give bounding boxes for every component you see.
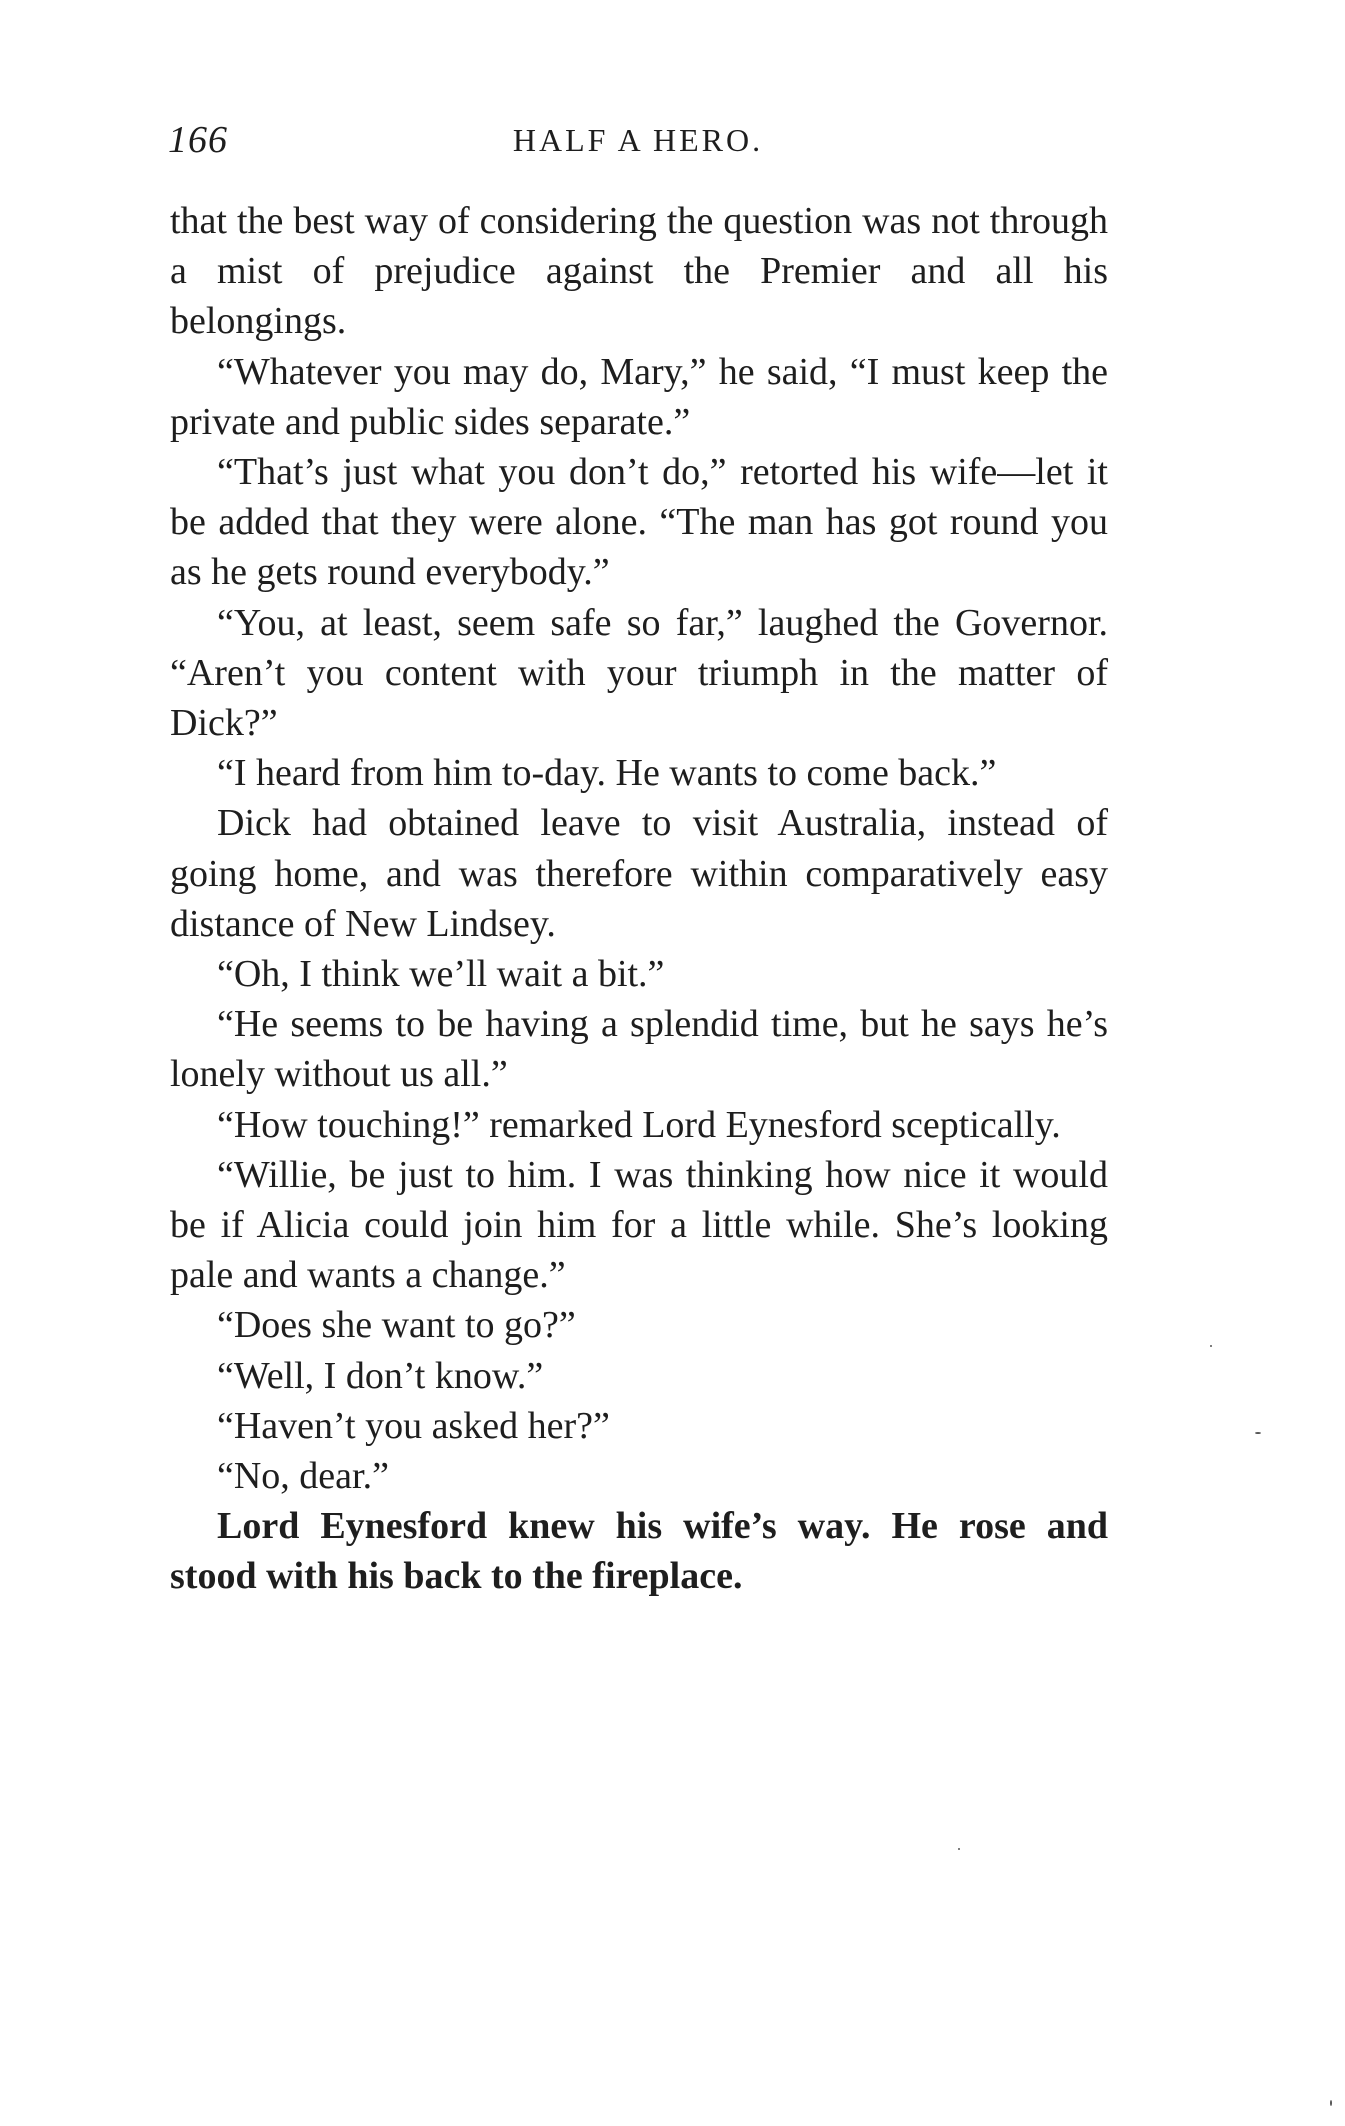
paragraph: “You, at least, seem safe so far,” laughed the Governor. “Aren’t you content with your triumph in the matter of Dick?” bbox=[170, 601, 1108, 745]
paragraph: “That’s just what you don’t do,” retorted his wife—let it be added that they were alone. “The man has got round you as he gets round everybody.” bbox=[170, 451, 1108, 594]
paragraph: “Haven’t you asked her?” bbox=[217, 1404, 610, 1447]
page-number: 166 bbox=[168, 119, 228, 161]
paragraph: “He seems to be having a splendid time, but he says he’s lonely without us all.” bbox=[170, 1003, 1108, 1096]
paper-speck bbox=[958, 1848, 960, 1850]
paragraph: “I heard from him to-day. He wants to come back.” bbox=[217, 752, 997, 795]
running-title: HALF A HERO. bbox=[512, 122, 764, 158]
paragraph: “Oh, I think we’ll wait a bit.” bbox=[217, 953, 665, 996]
paragraph-continuation: that the best way of considering the question was not through a mist of prejudice against the Premier and all his belongings. bbox=[170, 200, 1108, 343]
page-header bbox=[168, 118, 1108, 178]
paper-speck bbox=[1255, 1432, 1261, 1434]
paragraph: “How touching!” remarked Lord Eynesford sceptically. bbox=[217, 1103, 1061, 1146]
paper-speck bbox=[1330, 2100, 1332, 2106]
paragraph: Dick had obtained leave to visit Australia, instead of going home, and was therefore within comparatively easy distance of New Lindsey. bbox=[170, 802, 1108, 945]
body-text bbox=[170, 196, 1108, 1602]
paragraph: “Willie, be just to him. I was thinking how nice it would be if Alicia could join him for a little while. She’s looking pale and wants a change.” bbox=[170, 1153, 1108, 1297]
paragraph: “Whatever you may do, Mary,” he said, “I must keep the private and public sides separate.” bbox=[170, 350, 1108, 443]
paper-speck bbox=[1210, 1345, 1212, 1347]
paragraph: “Well, I don’t know.” bbox=[217, 1354, 544, 1397]
paragraph: “No, dear.” bbox=[217, 1455, 389, 1498]
paragraph: “Does she want to go?” bbox=[217, 1304, 576, 1347]
paragraph: Lord Eynesford knew his wife’s way. He rose and stood with his back to the fireplace. bbox=[170, 1505, 1108, 1598]
